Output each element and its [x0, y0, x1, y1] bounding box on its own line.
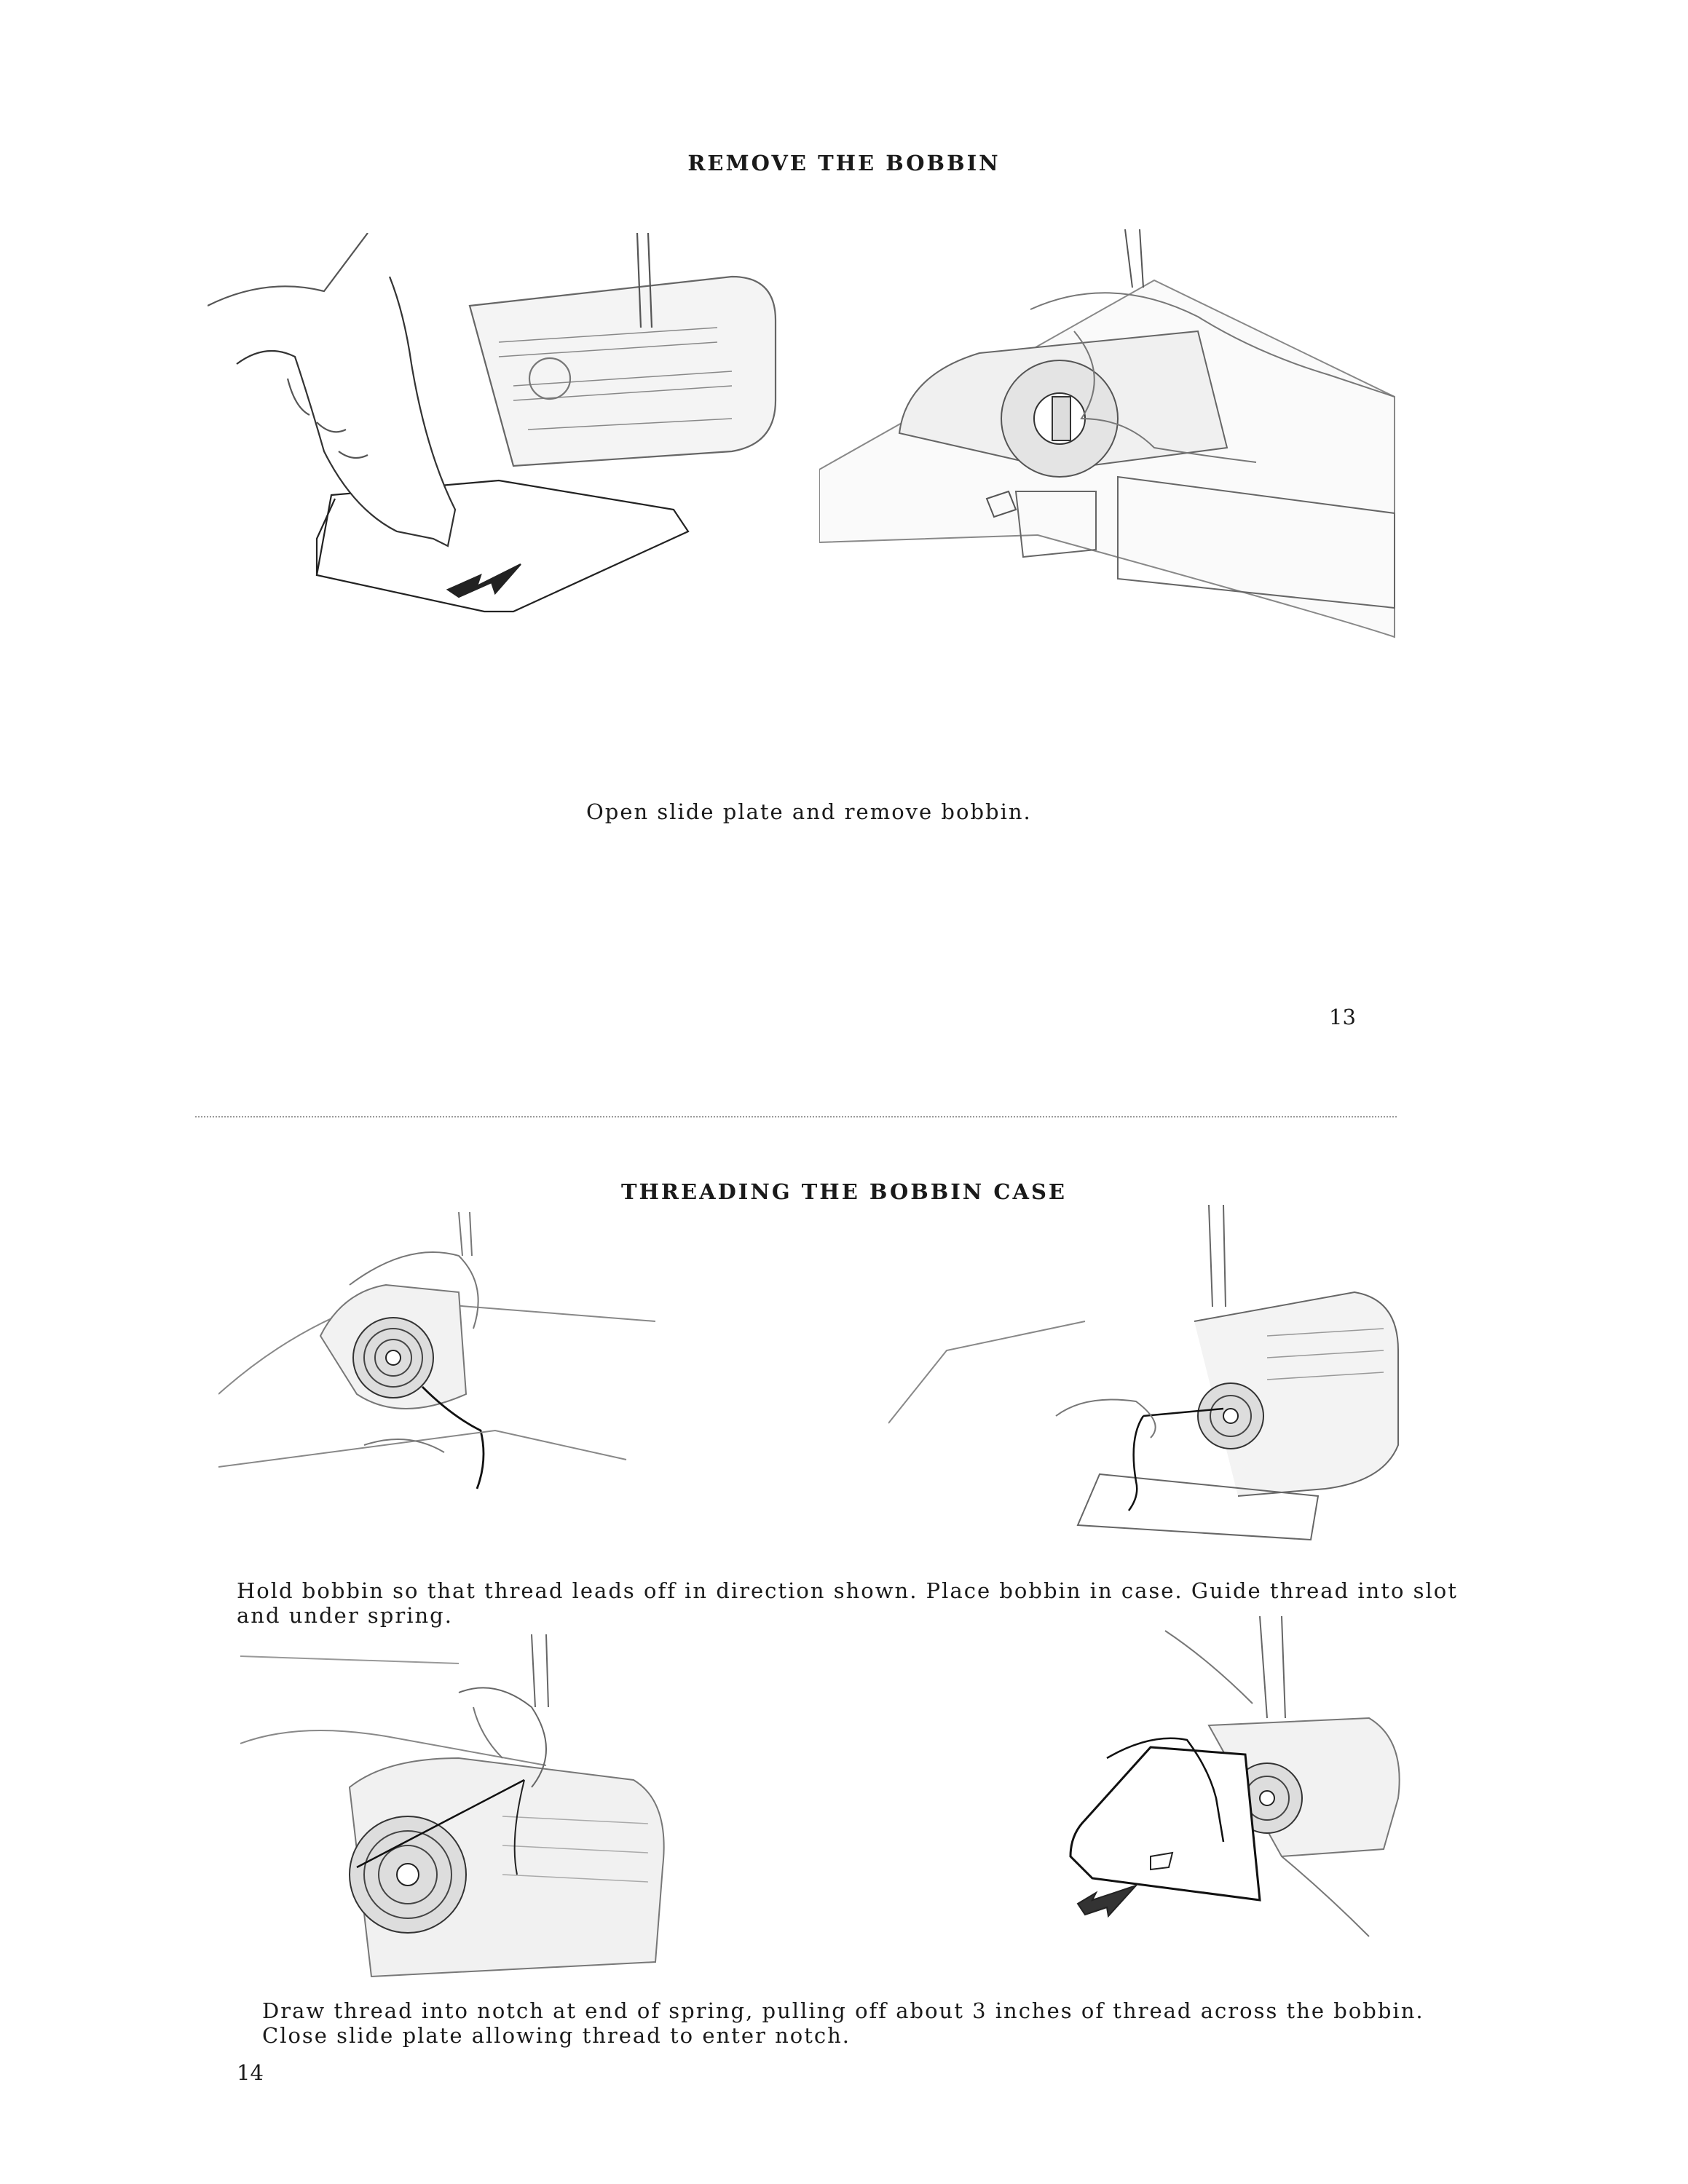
open-slide-plate-illustration	[208, 233, 783, 641]
page-13-heading: REMOVE THE BOBBIN	[687, 151, 1001, 175]
page-13-number: 13	[1329, 1005, 1356, 1029]
page-14-caption-1-line-1: Hold bobbin so that thread leads off in direction shown. Place bobbin in case. Guide thread into slot	[237, 1578, 1458, 1603]
place-bobbin-illustration	[888, 1205, 1413, 1547]
page-14-caption-2-line-1: Draw thread into notch at end of spring, pulling off about 3 inches of thread across the bobbin.	[262, 1998, 1424, 2023]
remove-bobbin-illustration	[819, 229, 1402, 644]
hold-bobbin-illustration	[218, 1212, 655, 1547]
close-slide-plate-illustration	[1063, 1616, 1413, 1987]
page-13-caption: Open slide plate and remove bobbin.	[586, 799, 1032, 824]
page-14-caption-2-line-2: Close slide plate allowing thread to enter notch.	[262, 2023, 851, 2048]
draw-thread-illustration	[240, 1634, 670, 1984]
page-14-caption-1-line-2: and under spring.	[237, 1603, 453, 1628]
page-14-heading: THREADING THE BOBBIN CASE	[620, 1179, 1068, 1204]
page-14-number: 14	[237, 2060, 264, 2085]
page-divider	[195, 1116, 1397, 1117]
